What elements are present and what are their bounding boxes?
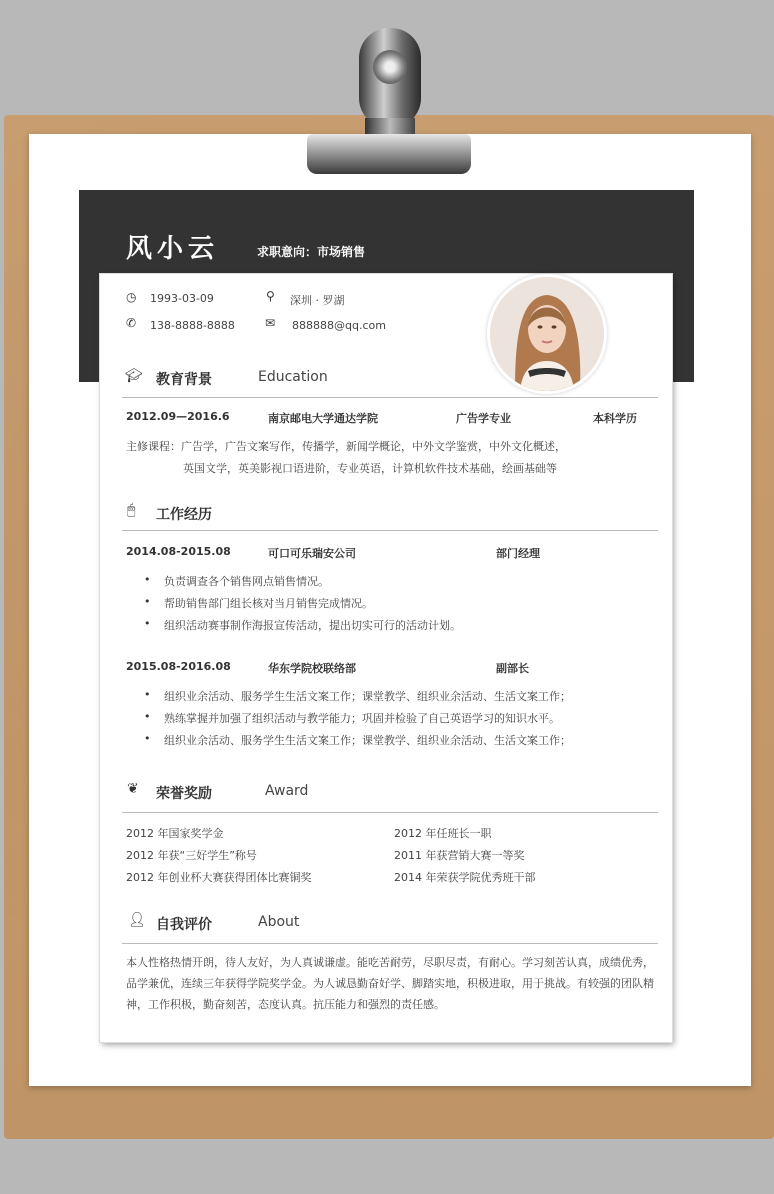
map-pin-icon: ⚲ [266,289,275,303]
job-1-org: 可口可乐瑞安公司 [268,547,356,560]
location: 深圳 · 罗湖 [290,294,345,307]
job-1-period: 2014.08-2015.08 [126,545,231,558]
about-title: 自我评价 [156,917,212,933]
awards-title-en: Award [265,783,309,799]
candidate-name: 风小云 [126,234,220,264]
phone-number: 138-8888-8888 [150,319,235,332]
award-left-2: 2012 年获“三好学生”称号 [126,849,257,862]
awards-divider [122,812,658,813]
binder-clip [307,28,471,174]
award-right-3: 2014 年荣获学院优秀班干部 [394,871,536,884]
education-period: 2012.09—2016.6 [126,410,230,423]
clip-ring [359,28,421,128]
job-2-item-3: • 组织业余活动、服务学生生活文案工作；课堂教学、组织业余活动、生活文案工作； [164,732,571,748]
education-degree: 本科学历 [593,412,637,425]
email-address: 888888@qq.com [292,319,386,332]
education-divider [122,397,658,398]
award-right-2: 2011 年获营销大赛一等奖 [394,849,525,862]
profile-photo [490,277,604,391]
job-1-item-3: • 组织活动赛事制作海报宣传活动，提出切实可行的活动计划。 [164,617,461,633]
education-major: 广告学专业 [456,412,511,425]
portrait-illustration [490,277,604,391]
mouse-icon: 🖱︎ [127,502,136,518]
job-2-item-1: • 组织业余活动、服务学生生活文案工作；课堂教学、组织业余活动、生活文案工作； [164,688,571,704]
work-title: 工作经历 [156,507,212,523]
education-courses-line2: 英国文学，英美影视口语进阶，专业英语，计算机软件技术基础，绘画基础等 [183,462,557,475]
phone-icon: ✆ [126,316,137,330]
awards-title: 荣誉奖励 [156,786,212,802]
about-divider [122,943,658,944]
about-title-en: About [258,914,300,930]
job-1-item-1: • 负责调查各个销售网点销售情况。 [164,573,329,589]
education-school: 南京邮电大学通达学院 [268,412,378,425]
job-1-item-2: • 帮助销售部门组长核对当月销售完成情况。 [164,595,373,611]
birth-date: 1993-03-09 [150,292,214,305]
job-1-role: 部门经理 [496,547,540,560]
education-title: 教育背景 [156,372,212,388]
clock-icon: ◷ [126,290,137,304]
leaf-icon: ❦ [127,781,139,797]
mail-icon: ✉ [265,316,276,330]
education-title-en: Education [258,369,328,385]
award-left-1: 2012 年国家奖学金 [126,827,224,840]
about-text: 本人性格热情开朗，待人友好，为人真诚谦虚。能吃苦耐劳，尽职尽责，有耐心。学习刻苦认真，成绩优秀，品学兼优，连续三年获得学院奖学金。为人诚恳勤奋好学、脚踏实地，积极进取，用于挑战。有较强的团队精神，工作积极，勤奋刻苦，态度认真。抗压能力和强烈的责任感。 [126,956,654,1011]
job-2-role: 副部长 [496,662,529,675]
award-left-3: 2012 年创业杯大赛获得团体比赛铜奖 [126,871,312,884]
education-courses-line1: 主修课程：广告学，广告文案写作，传播学，新闻学概论，中外文学鉴赏，中外文化概述， [126,440,566,453]
person-icon: 👤︎ [128,912,146,928]
award-right-1: 2012 年任班长一职 [394,827,492,840]
job-2-item-2: • 熟练掌握并加强了组织活动与教学能力；巩固并检验了自己英语学习的知识水平。 [164,710,560,726]
job-2-org: 华东学院校联络部 [268,662,356,675]
work-divider [122,530,658,531]
job-2-period: 2015.08-2016.08 [126,660,231,673]
clip-body [307,134,471,174]
graduation-cap-icon: 🎓︎ [125,368,143,384]
job-intent: 求职意向：市场销售 [257,245,366,259]
